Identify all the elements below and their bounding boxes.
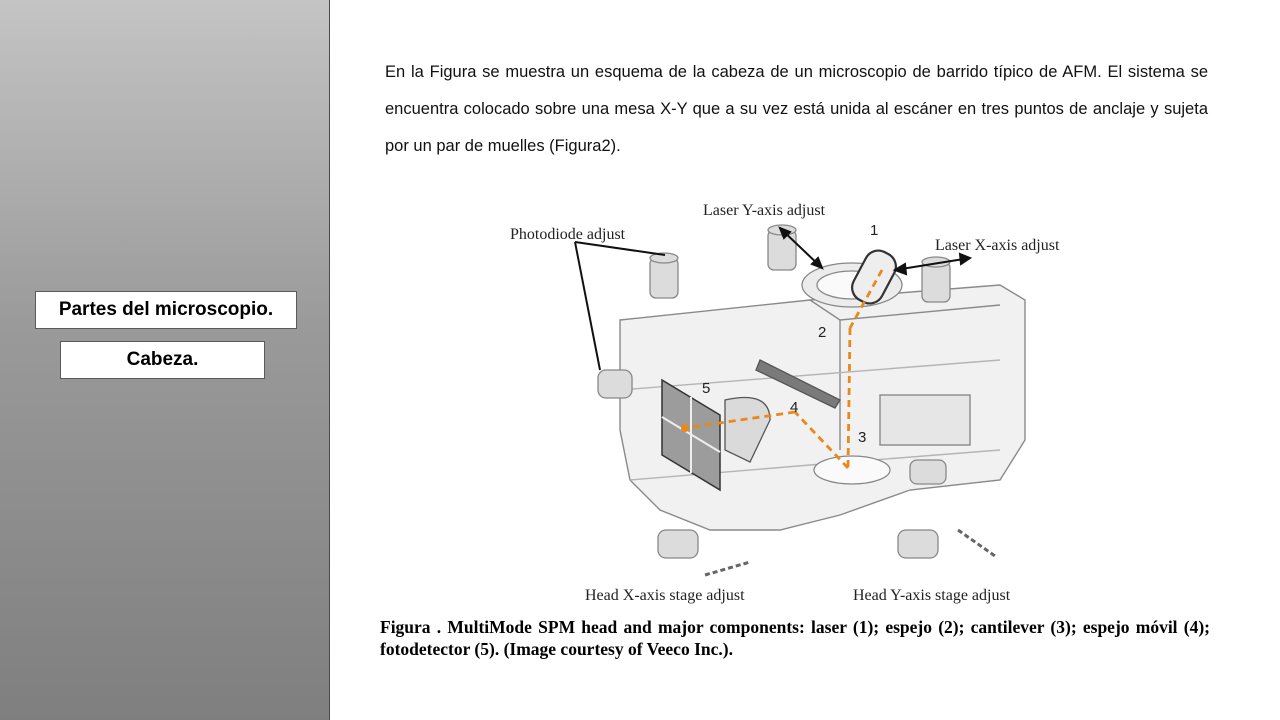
component-number-1: 1 [870, 222, 879, 239]
laser-x-axis-label: Laser X-axis adjust [935, 237, 1060, 254]
component-number-5: 5 [702, 380, 711, 397]
beam-spot [681, 424, 689, 432]
head-y-axis-label: Head Y-axis stage adjust [853, 587, 1011, 604]
laser-y-axis-label: Laser Y-axis adjust [703, 202, 826, 219]
section-title: Partes del microscopio. [35, 291, 297, 329]
component-number-2: 2 [818, 324, 827, 341]
afm-head-diagram [480, 190, 1110, 610]
intro-paragraph: En la Figura se muestra un esquema de la cabeza de un microscopio de barrido típico de AFM. El sistema se encuentra colocado sobre una mesa X-Y que a su vez está unida al escáner en tres puntos de anclaje y sujeta por un par de muelles (Figura2). [385, 63, 1208, 155]
component-number-3: 3 [858, 429, 867, 446]
subsection-title: Cabeza. [60, 341, 265, 379]
figure-caption: Figura . MultiMode SPM head and major components: laser (1); espejo (2); cantilever (3); espejo móvil (4); fotodetector (5). (Image courtesy of Veeco Inc.). [380, 617, 1210, 659]
head-x-axis-label: Head X-axis stage adjust [585, 587, 745, 604]
sidebar [0, 0, 330, 720]
photodiode-adjust-label: Photodiode adjust [510, 226, 626, 243]
component-number-4: 4 [790, 399, 799, 416]
stage-arrows [705, 530, 995, 575]
